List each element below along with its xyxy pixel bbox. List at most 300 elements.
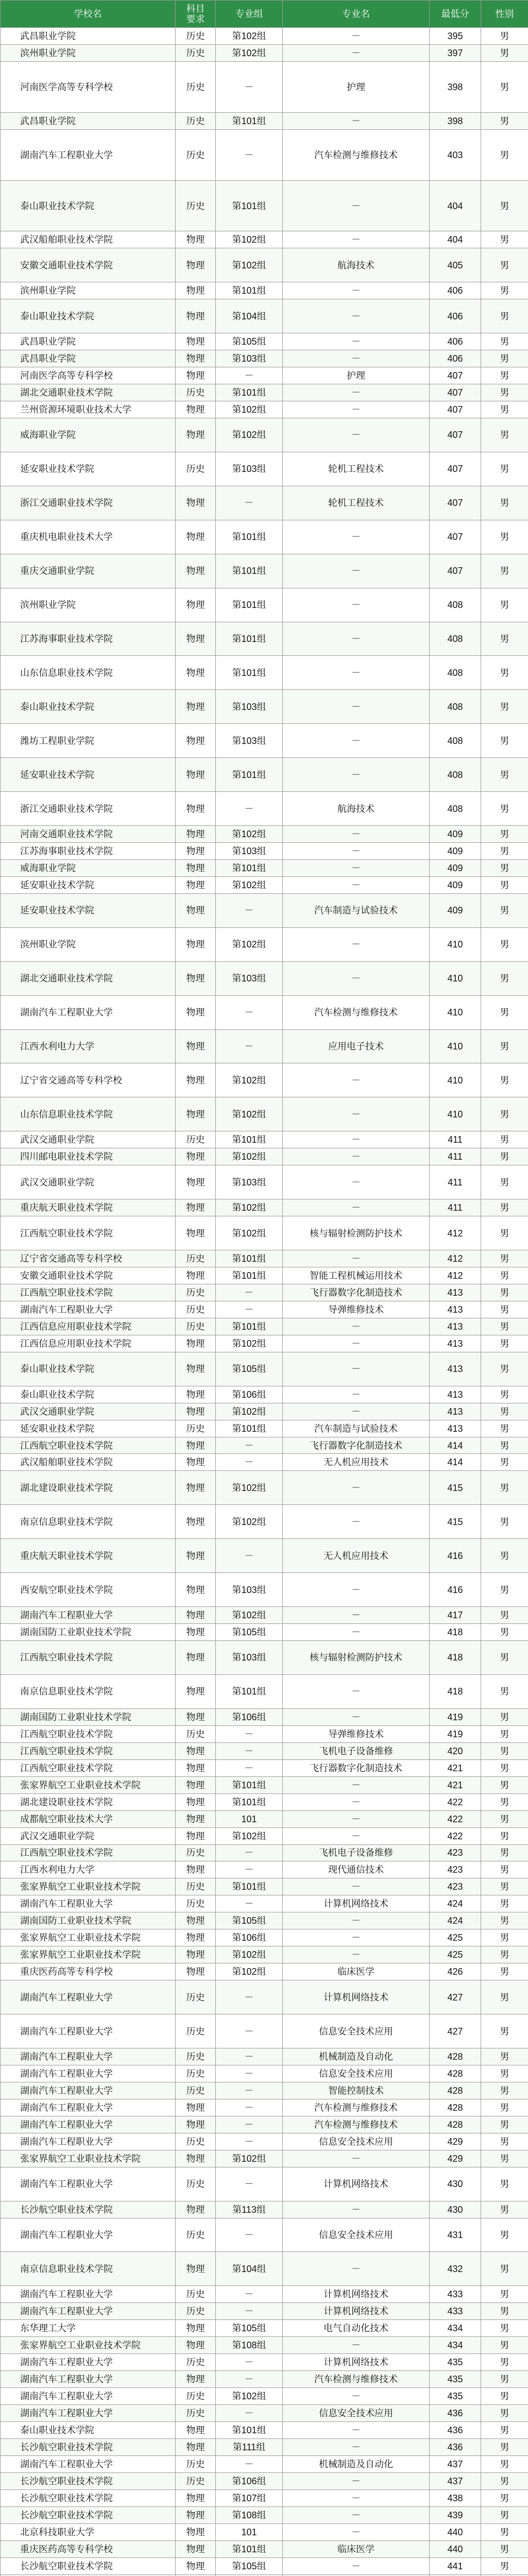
cell-group: － bbox=[216, 1301, 283, 1318]
cell-score: 408 bbox=[430, 622, 481, 656]
cell-gender: 男 bbox=[481, 1963, 528, 1980]
table-row bbox=[1, 1403, 528, 1420]
cell-gender: 男 bbox=[481, 1742, 528, 1759]
cell-school: 张家界航空工业职业技术学院 bbox=[1, 1776, 176, 1793]
cell-major: 导弹维修技术 bbox=[283, 1301, 430, 1318]
cell-group: － bbox=[216, 129, 283, 180]
cell-school: 张家界航空工业职业技术学院 bbox=[1, 1929, 176, 1946]
cell-school: 湖南国防工业职业技术学院 bbox=[1, 1912, 176, 1929]
cell-group: 第101组 bbox=[216, 859, 283, 876]
cell-gender: 男 bbox=[481, 2388, 528, 2405]
cell-school: 泰山职业技术学院 bbox=[1, 1352, 176, 1386]
cell-major: 无人机应用技术 bbox=[283, 1454, 430, 1471]
cell-group: － bbox=[216, 792, 283, 826]
table-row bbox=[1, 129, 528, 180]
cell-score: 408 bbox=[430, 656, 481, 690]
cell-major: － bbox=[283, 299, 430, 333]
cell-subject: 物理 bbox=[176, 2371, 216, 2388]
cell-major: － bbox=[283, 690, 430, 724]
table-row bbox=[1, 486, 528, 520]
table-row bbox=[1, 112, 528, 129]
cell-major: 飞机电子设备维修 bbox=[283, 1742, 430, 1759]
cell-score: 413 bbox=[430, 1284, 481, 1301]
cell-school: 江西航空职业技术学院 bbox=[1, 1216, 176, 1250]
cell-subject: 历史 bbox=[176, 2082, 216, 2099]
cell-group: 第102组 bbox=[216, 1199, 283, 1216]
cell-score: 431 bbox=[430, 2218, 481, 2252]
cell-score: 408 bbox=[430, 724, 481, 758]
cell-major: － bbox=[283, 826, 430, 843]
cell-major: － bbox=[283, 2523, 430, 2540]
cell-group: 第102组 bbox=[216, 28, 283, 45]
cell-gender: 男 bbox=[481, 876, 528, 893]
table-row bbox=[1, 1131, 528, 1148]
cell-score: 410 bbox=[430, 1029, 481, 1063]
table-row bbox=[1, 1980, 528, 2014]
cell-gender: 男 bbox=[481, 2557, 528, 2574]
cell-gender: 男 bbox=[481, 1776, 528, 1793]
cell-group: 第102组 bbox=[216, 2388, 283, 2405]
cell-subject: 物理 bbox=[176, 1742, 216, 1759]
table-row bbox=[1, 2557, 528, 2574]
cell-gender: 男 bbox=[481, 2252, 528, 2286]
cell-group: 第102组 bbox=[216, 231, 283, 248]
cell-school: 江苏海事职业技术学院 bbox=[1, 843, 176, 860]
cell-group: 第102组 bbox=[216, 826, 283, 843]
cell-gender: 男 bbox=[481, 1793, 528, 1810]
cell-group: 第103组 bbox=[216, 724, 283, 758]
cell-group: 第102组 bbox=[216, 1946, 283, 1963]
cell-subject: 历史 bbox=[176, 384, 216, 401]
cell-subject: 物理 bbox=[176, 1759, 216, 1776]
cell-gender: 男 bbox=[481, 690, 528, 724]
cell-major: － bbox=[283, 418, 430, 452]
cell-subject: 历史 bbox=[176, 2014, 216, 2048]
cell-major: － bbox=[283, 1573, 430, 1607]
cell-score: 406 bbox=[430, 350, 481, 367]
cell-group: 第104组 bbox=[216, 299, 283, 333]
cell-subject: 物理 bbox=[176, 2201, 216, 2218]
table-row bbox=[1, 1759, 528, 1776]
cell-group: 第103组 bbox=[216, 350, 283, 367]
table-row bbox=[1, 961, 528, 995]
cell-subject: 物理 bbox=[176, 893, 216, 927]
cell-gender: 男 bbox=[481, 1708, 528, 1725]
cell-subject: 物理 bbox=[176, 1963, 216, 1980]
cell-gender: 男 bbox=[481, 1318, 528, 1335]
cell-subject: 历史 bbox=[176, 28, 216, 45]
cell-group: 第113组 bbox=[216, 2201, 283, 2218]
cell-school: 湖南汽车工程职业大学 bbox=[1, 129, 176, 180]
cell-subject: 历史 bbox=[176, 2354, 216, 2371]
cell-school: 南京信息职业技术学院 bbox=[1, 1505, 176, 1539]
cell-group: 第102组 bbox=[216, 1827, 283, 1844]
cell-group: 第102组 bbox=[216, 1097, 283, 1131]
table-row bbox=[1, 2133, 528, 2150]
cell-subject: 物理 bbox=[176, 758, 216, 792]
cell-gender: 男 bbox=[481, 893, 528, 927]
cell-gender: 男 bbox=[481, 2472, 528, 2489]
cell-subject: 历史 bbox=[176, 1895, 216, 1912]
cell-score: 430 bbox=[430, 2201, 481, 2218]
cell-subject: 物理 bbox=[176, 282, 216, 299]
cell-subject: 历史 bbox=[176, 2133, 216, 2150]
cell-gender: 男 bbox=[481, 2167, 528, 2201]
table-row bbox=[1, 1250, 528, 1267]
cell-score: 422 bbox=[430, 1793, 481, 1810]
cell-gender: 男 bbox=[481, 1573, 528, 1607]
cell-school: 河南医学高等专科学校 bbox=[1, 61, 176, 112]
cell-group: 第101组 bbox=[216, 554, 283, 588]
cell-school: 兰州资源环境职业技术大学 bbox=[1, 401, 176, 418]
cell-subject: 物理 bbox=[176, 1827, 216, 1844]
cell-gender: 男 bbox=[481, 2489, 528, 2506]
cell-gender: 男 bbox=[481, 401, 528, 418]
cell-subject: 物理 bbox=[176, 1335, 216, 1352]
cell-major: 现代通信技术 bbox=[283, 1861, 430, 1878]
cell-school: 泰山职业技术学院 bbox=[1, 690, 176, 724]
cell-score: 425 bbox=[430, 1929, 481, 1946]
cell-major: － bbox=[283, 843, 430, 860]
cell-major: 临床医学 bbox=[283, 2540, 430, 2557]
table-row bbox=[1, 588, 528, 622]
table-row bbox=[1, 1454, 528, 1471]
cell-gender: 男 bbox=[481, 1352, 528, 1386]
cell-gender: 男 bbox=[481, 1284, 528, 1301]
cell-score: 408 bbox=[430, 792, 481, 826]
table-row bbox=[1, 28, 528, 45]
cell-group: 第101组 bbox=[216, 1776, 283, 1793]
table-row bbox=[1, 690, 528, 724]
cell-school: 重庆机电职业技术大学 bbox=[1, 520, 176, 554]
cell-score: 428 bbox=[430, 2065, 481, 2082]
cell-major: 汽车制造与试验技术 bbox=[283, 893, 430, 927]
table-row bbox=[1, 1776, 528, 1793]
cell-group: － bbox=[216, 2286, 283, 2303]
cell-subject: 物理 bbox=[176, 859, 216, 876]
cell-major: － bbox=[283, 384, 430, 401]
cell-subject: 物理 bbox=[176, 1929, 216, 1946]
cell-major: － bbox=[283, 1335, 430, 1352]
cell-subject: 物理 bbox=[176, 1029, 216, 1063]
cell-major: 汽车检测与维修技术 bbox=[283, 129, 430, 180]
cell-school: 张家界航空工业职业技术学院 bbox=[1, 1878, 176, 1895]
cell-group: 第101组 bbox=[216, 656, 283, 690]
cell-score: 437 bbox=[430, 2472, 481, 2489]
table-row bbox=[1, 2337, 528, 2354]
table-row bbox=[1, 1267, 528, 1284]
table-row bbox=[1, 2421, 528, 2438]
cell-score: 407 bbox=[430, 401, 481, 418]
cell-major: － bbox=[283, 961, 430, 995]
cell-major: － bbox=[283, 1674, 430, 1708]
cell-subject: 历史 bbox=[176, 1301, 216, 1318]
table-row bbox=[1, 2320, 528, 2337]
cell-school: 延安职业技术学院 bbox=[1, 758, 176, 792]
cell-subject: 物理 bbox=[176, 367, 216, 384]
cell-subject: 物理 bbox=[176, 1793, 216, 1810]
cell-gender: 男 bbox=[481, 486, 528, 520]
cell-school: 重庆医药高等专科学校 bbox=[1, 2540, 176, 2557]
cell-gender: 男 bbox=[481, 1267, 528, 1284]
cell-subject: 历史 bbox=[176, 2455, 216, 2472]
cell-major: 轮机工程技术 bbox=[283, 452, 430, 486]
cell-subject: 历史 bbox=[176, 1980, 216, 2014]
cell-school: 湖南汽车工程职业大学 bbox=[1, 2388, 176, 2405]
cell-subject: 物理 bbox=[176, 1674, 216, 1708]
cell-group: 101 bbox=[216, 2523, 283, 2540]
cell-gender: 男 bbox=[481, 2048, 528, 2065]
table-row bbox=[1, 1946, 528, 1963]
cell-score: 410 bbox=[430, 1063, 481, 1097]
table-row bbox=[1, 2506, 528, 2523]
cell-group: － bbox=[216, 2014, 283, 2048]
cell-major: － bbox=[283, 1063, 430, 1097]
table-row bbox=[1, 843, 528, 860]
cell-major: － bbox=[283, 656, 430, 690]
cell-subject: 物理 bbox=[176, 350, 216, 367]
cell-score: 413 bbox=[430, 1403, 481, 1420]
cell-major: 飞行器数字化制造技术 bbox=[283, 1437, 430, 1454]
cell-score: 413 bbox=[430, 1386, 481, 1403]
cell-group: － bbox=[216, 2116, 283, 2133]
cell-score: 411 bbox=[430, 1148, 481, 1165]
table-row bbox=[1, 1725, 528, 1742]
cell-gender: 男 bbox=[481, 1539, 528, 1573]
cell-score: 428 bbox=[430, 2082, 481, 2099]
cell-group: 第102组 bbox=[216, 1505, 283, 1539]
cell-gender: 男 bbox=[481, 1946, 528, 1963]
cell-gender: 男 bbox=[481, 1029, 528, 1063]
cell-score: 428 bbox=[430, 2099, 481, 2116]
cell-school: 张家界航空工业职业技术学院 bbox=[1, 1946, 176, 1963]
table-row bbox=[1, 384, 528, 401]
cell-score: 428 bbox=[430, 2048, 481, 2065]
table-row bbox=[1, 333, 528, 350]
table-row bbox=[1, 452, 528, 486]
cell-school: 威海职业学院 bbox=[1, 418, 176, 452]
cell-school: 江西信息应用职业技术学院 bbox=[1, 1318, 176, 1335]
cell-major: － bbox=[283, 1250, 430, 1267]
cell-group: 第101组 bbox=[216, 282, 283, 299]
cell-subject: 物理 bbox=[176, 927, 216, 961]
cell-subject: 物理 bbox=[176, 1454, 216, 1471]
table-row bbox=[1, 61, 528, 112]
cell-major: － bbox=[283, 927, 430, 961]
cell-group: 第103组 bbox=[216, 452, 283, 486]
table-row bbox=[1, 1827, 528, 1844]
cell-subject: 物理 bbox=[176, 724, 216, 758]
cell-major: － bbox=[283, 1810, 430, 1827]
cell-school: 湖南汽车工程职业大学 bbox=[1, 2116, 176, 2133]
cell-gender: 男 bbox=[481, 1895, 528, 1912]
cell-school: 威海职业学院 bbox=[1, 859, 176, 876]
table-row bbox=[1, 1437, 528, 1454]
cell-school: 江西航空职业技术学院 bbox=[1, 1725, 176, 1742]
table-row bbox=[1, 231, 528, 248]
cell-group: 第105组 bbox=[216, 1912, 283, 1929]
cell-subject: 历史 bbox=[176, 2405, 216, 2422]
cell-score: 406 bbox=[430, 299, 481, 333]
cell-gender: 男 bbox=[481, 520, 528, 554]
cell-score: 429 bbox=[430, 2133, 481, 2150]
cell-school: 东华理工大学 bbox=[1, 2320, 176, 2337]
table-row bbox=[1, 1708, 528, 1725]
cell-major: 应用电子技术 bbox=[283, 1029, 430, 1063]
cell-major: － bbox=[283, 180, 430, 231]
cell-score: 412 bbox=[430, 1250, 481, 1267]
cell-major: 飞行器数字化制造技术 bbox=[283, 1284, 430, 1301]
table-row bbox=[1, 995, 528, 1029]
table-row bbox=[1, 724, 528, 758]
cell-gender: 男 bbox=[481, 1403, 528, 1420]
cell-subject: 物理 bbox=[176, 2116, 216, 2133]
cell-group: － bbox=[216, 367, 283, 384]
cell-group: 第101组 bbox=[216, 1420, 283, 1437]
cell-score: 415 bbox=[430, 1505, 481, 1539]
cell-score: 408 bbox=[430, 588, 481, 622]
cell-major: － bbox=[283, 1505, 430, 1539]
cell-group: 第108组 bbox=[216, 2506, 283, 2523]
cell-school: 重庆医药高等专科学校 bbox=[1, 1963, 176, 1980]
cell-score: 433 bbox=[430, 2303, 481, 2320]
table-row bbox=[1, 2371, 528, 2388]
cell-subject: 物理 bbox=[176, 1861, 216, 1878]
cell-subject: 物理 bbox=[176, 792, 216, 826]
cell-group: － bbox=[216, 2167, 283, 2201]
table-row bbox=[1, 2065, 528, 2082]
table-row bbox=[1, 2167, 528, 2201]
cell-group: － bbox=[216, 2048, 283, 2065]
cell-group: － bbox=[216, 1725, 283, 1742]
cell-school: 江西水利电力大学 bbox=[1, 1029, 176, 1063]
cell-group: － bbox=[216, 1895, 283, 1912]
cell-school: 北京科技职业大学 bbox=[1, 2523, 176, 2540]
cell-subject: 物理 bbox=[176, 1403, 216, 1420]
table-row bbox=[1, 2523, 528, 2540]
cell-major: 计算机网络技术 bbox=[283, 2286, 430, 2303]
cell-subject: 物理 bbox=[176, 1216, 216, 1250]
cell-group: － bbox=[216, 995, 283, 1029]
cell-gender: 男 bbox=[481, 418, 528, 452]
cell-school: 滨州职业学院 bbox=[1, 927, 176, 961]
cell-gender: 男 bbox=[481, 1250, 528, 1267]
table-row bbox=[1, 1641, 528, 1675]
cell-subject: 物理 bbox=[176, 1641, 216, 1675]
cell-score: 436 bbox=[430, 2405, 481, 2422]
table-row bbox=[1, 2252, 528, 2286]
cell-subject: 物理 bbox=[176, 961, 216, 995]
cell-gender: 男 bbox=[481, 588, 528, 622]
table-row bbox=[1, 1573, 528, 1607]
cell-group: － bbox=[216, 1539, 283, 1573]
table-row bbox=[1, 1861, 528, 1878]
cell-group: 第101组 bbox=[216, 1267, 283, 1284]
cell-school: 武汉交通职业学院 bbox=[1, 1131, 176, 1148]
cell-subject: 历史 bbox=[176, 1131, 216, 1148]
cell-group: 第108组 bbox=[216, 2337, 283, 2354]
cell-score: 434 bbox=[430, 2320, 481, 2337]
table-row bbox=[1, 876, 528, 893]
cell-school: 江苏海事职业技术学院 bbox=[1, 622, 176, 656]
cell-gender: 男 bbox=[481, 1301, 528, 1318]
cell-group: 第101组 bbox=[216, 1878, 283, 1895]
cell-group: － bbox=[216, 2455, 283, 2472]
cell-score: 404 bbox=[430, 231, 481, 248]
cell-score: 412 bbox=[430, 1216, 481, 1250]
cell-group: 第103组 bbox=[216, 843, 283, 860]
cell-major: － bbox=[283, 2472, 430, 2489]
cell-gender: 男 bbox=[481, 995, 528, 1029]
cell-major: － bbox=[283, 1776, 430, 1793]
cell-score: 421 bbox=[430, 1776, 481, 1793]
cell-school: 武汉交通职业学院 bbox=[1, 1165, 176, 1199]
cell-gender: 男 bbox=[481, 350, 528, 367]
cell-group: － bbox=[216, 1759, 283, 1776]
cell-subject: 历史 bbox=[176, 44, 216, 61]
table-row bbox=[1, 2472, 528, 2489]
cell-gender: 男 bbox=[481, 1505, 528, 1539]
cell-group: 第101组 bbox=[216, 1318, 283, 1335]
table-row bbox=[1, 1284, 528, 1301]
cell-score: 440 bbox=[430, 2540, 481, 2557]
cell-school: 重庆航天职业技术学院 bbox=[1, 1199, 176, 1216]
cell-subject: 历史 bbox=[176, 1844, 216, 1861]
cell-group: － bbox=[216, 2218, 283, 2252]
cell-subject: 物理 bbox=[176, 1810, 216, 1827]
cell-group: 第101组 bbox=[216, 2421, 283, 2438]
table-row bbox=[1, 1844, 528, 1861]
cell-subject: 物理 bbox=[176, 2506, 216, 2523]
cell-gender: 男 bbox=[481, 1674, 528, 1708]
cell-group: 第102组 bbox=[216, 1963, 283, 1980]
cell-school: 湖南汽车工程职业大学 bbox=[1, 1895, 176, 1912]
cell-major: － bbox=[283, 282, 430, 299]
table-row bbox=[1, 1335, 528, 1352]
cell-major: 计算机网络技术 bbox=[283, 2303, 430, 2320]
cell-school: 重庆航天职业技术学院 bbox=[1, 1539, 176, 1573]
cell-subject: 物理 bbox=[176, 1607, 216, 1624]
table-row bbox=[1, 1878, 528, 1895]
table-row bbox=[1, 1810, 528, 1827]
cell-subject: 物理 bbox=[176, 690, 216, 724]
cell-school: 潍坊工程职业学院 bbox=[1, 724, 176, 758]
cell-gender: 男 bbox=[481, 2421, 528, 2438]
cell-school: 长沙航空职业技术学院 bbox=[1, 2557, 176, 2574]
cell-gender: 男 bbox=[481, 1165, 528, 1199]
cell-subject: 物理 bbox=[176, 2489, 216, 2506]
cell-score: 406 bbox=[430, 333, 481, 350]
table-row bbox=[1, 2540, 528, 2557]
cell-subject: 物理 bbox=[176, 299, 216, 333]
cell-school: 浙江交通职业技术学院 bbox=[1, 486, 176, 520]
cell-score: 425 bbox=[430, 1946, 481, 1963]
cell-subject: 历史 bbox=[176, 1318, 216, 1335]
cell-group: 第102组 bbox=[216, 876, 283, 893]
cell-major: － bbox=[283, 520, 430, 554]
cell-gender: 男 bbox=[481, 859, 528, 876]
cell-school: 江西航空职业技术学院 bbox=[1, 1641, 176, 1675]
cell-score: 408 bbox=[430, 758, 481, 792]
cell-score: 435 bbox=[430, 2388, 481, 2405]
cell-group: 第111组 bbox=[216, 2438, 283, 2455]
cell-major: 汽车检测与维修技术 bbox=[283, 2116, 430, 2133]
cell-score: 409 bbox=[430, 843, 481, 860]
table-row bbox=[1, 350, 528, 367]
cell-score: 415 bbox=[430, 1471, 481, 1505]
cell-score: 407 bbox=[430, 520, 481, 554]
cell-major: 计算机网络技术 bbox=[283, 2167, 430, 2201]
